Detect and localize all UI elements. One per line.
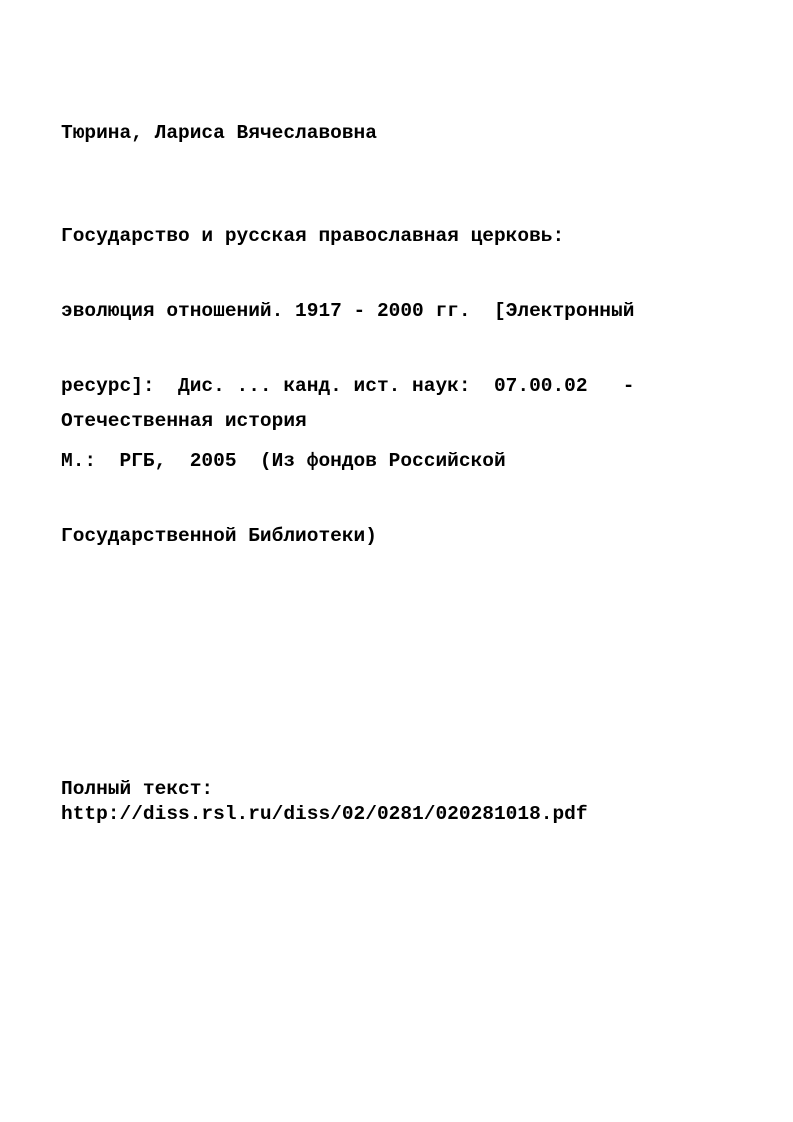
author-name: Тюрина, Лариса Вячеславовна <box>61 122 377 144</box>
title-line-1: Государство и русская православная церковь: <box>61 225 565 247</box>
title-line-3: ресурс]: Дис. ... канд. ист. наук: 07.00.02 - <box>61 375 635 397</box>
subject-heading: Отечественная история <box>61 410 307 432</box>
fulltext-url: http://diss.rsl.ru/diss/02/0281/020281018.pdf <box>61 803 588 825</box>
title-line-4: М.: РГБ, 2005 (Из фондов Российской <box>61 450 506 472</box>
title-line-2: эволюция отношений. 1917 - 2000 гг. [Электронный <box>61 300 635 322</box>
bibliographic-description <box>61 174 634 599</box>
fulltext-label: Полный текст: <box>61 778 214 800</box>
title-line-5: Государственной Библиотеки) <box>61 525 377 547</box>
